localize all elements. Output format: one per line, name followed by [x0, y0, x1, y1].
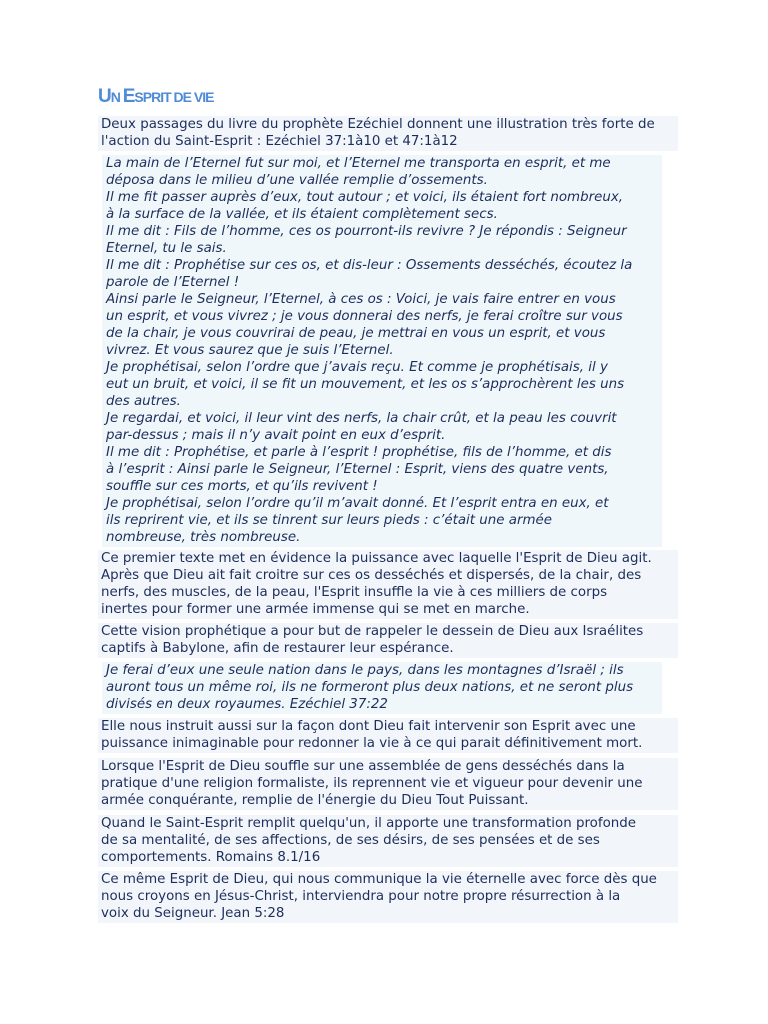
text-line: l'action du Saint-Esprit : Ezéchiel 37:1à10 et 47:1à12 — [101, 134, 458, 149]
quote-line: à la surface de la vallée, et ils étaient complètement secs. — [106, 207, 498, 222]
text-line: captifs à Babylone, afin de restaurer leur espérance. — [101, 641, 454, 656]
text-line: pratique d'une religion formaliste, ils reprennent vie et vigueur pour devenir une — [101, 776, 643, 791]
quote-line: Je regardai, et voici, il leur vint des nerfs, la chair crût, et la peau les couvrit — [106, 411, 617, 426]
quote-line: par-dessus ; mais il n’y avait point en eux d’esprit. — [106, 428, 446, 443]
quote-line: Je prophétisai, selon l’ordre qu’il m’avait donné. Et l’esprit entra en eux, et — [106, 496, 609, 511]
quote-line: souffle sur ces morts, et qu’ils revivent ! — [106, 479, 378, 494]
quote-line: parole de l’Eternel ! — [106, 275, 240, 290]
title-initial-u: U — [98, 86, 111, 107]
paragraph-vision — [98, 623, 678, 658]
text-line: inertes pour former une armée immense qui se met en marche. — [101, 602, 530, 617]
quote-line: eut un bruit, et voici, il se fit un mouvement, et les os s’approchèrent les uns — [106, 377, 625, 392]
text-line: Elle nous instruit aussi sur la façon dont Dieu fait intervenir son Esprit avec une — [101, 719, 636, 734]
quote-line: Il me dit : Fils de l’homme, ces os pourront-ils revivre ? Je répondis : Seigneur — [106, 224, 627, 239]
quote-line: Ainsi parle le Seigneur, l’Eternel, à ces os : Voici, je vais faire entrer en vous — [106, 292, 616, 307]
quote-line: Il me dit : Prophétise sur ces os, et dis-leur : Ossements desséchés, écoutez la — [106, 258, 633, 273]
text-line: Deux passages du livre du prophète Ezéchiel donnent une illustration très forte de — [101, 117, 655, 132]
text-line: de sa mentalité, de ses affections, de ses désirs, de ses pensées et de ses — [101, 833, 600, 848]
quote-line: Je ferai d’eux une seule nation dans le pays, dans les montagnes d’Israël ; ils — [106, 663, 624, 678]
text-line: nous croyons en Jésus-Christ, interviendra pour notre propre résurrection à la — [101, 889, 621, 904]
text-line: Lorsque l'Esprit de Dieu souffle sur une assemblée de gens desséchés dans la — [101, 759, 625, 774]
paragraph-assembly — [98, 758, 678, 810]
text-line: voix du Seigneur. Jean 5:28 — [101, 906, 285, 921]
text-line: puissance inimaginable pour redonner la vie à ce qui parait définitivement mort. — [101, 736, 643, 751]
scripture-quote-ezekiel-37-22 — [102, 662, 662, 714]
quote-line: un esprit, et vous vivrez ; je vous donnerai des nerfs, je ferai croître sur vous — [106, 309, 623, 324]
paragraph-resurrection — [98, 871, 678, 923]
quote-line: divisés en deux royaumes. Ezéchiel 37:22 — [106, 697, 388, 712]
quote-line: auront tous un même roi, ils ne formeront plus deux nations, et ne seront plus — [106, 680, 634, 695]
quote-line: ils reprirent vie, et ils se tinrent sur leurs pieds : c’était une armée — [106, 513, 552, 528]
text-line: nerfs, des muscles, de la peau, l'Esprit insuffle la vie à ces milliers de corps — [101, 585, 608, 600]
quote-line: vivrez. Et vous saurez que je suis l’Eternel. — [106, 343, 394, 358]
quote-line: nombreuse, très nombreuse. — [106, 530, 301, 545]
text-line: Ce premier texte met en évidence la puissance avec laquelle l'Esprit de Dieu agit. — [101, 551, 652, 566]
text-line: Ce même Esprit de Dieu, qui nous communique la vie éternelle avec force dès que — [101, 872, 657, 887]
text-line: Quand le Saint-Esprit remplit quelqu'un, il apporte une transformation profonde — [101, 816, 637, 831]
paragraph-instruction — [98, 718, 678, 753]
quote-line: La main de l’Eternel fut sur moi, et l’Eternel me transporta en esprit, et me — [106, 156, 611, 171]
scripture-quote-ezekiel-37 — [102, 155, 662, 547]
quote-line: Il me dit : Prophétise, et parle à l’esprit ! prophétise, fils de l’homme, et dis — [106, 445, 612, 460]
title-part-2: SPRIT DE VIE — [134, 89, 214, 105]
quote-line: des autres. — [106, 394, 181, 409]
text-line: Cette vision prophétique a pour but de rappeler le dessein de Dieu aux Israélites — [101, 624, 644, 639]
quote-line: déposa dans le milieu d’une vallée remplie d’ossements. — [106, 173, 488, 188]
quote-line: à l’esprit : Ainsi parle le Seigneur, l’Eternel : Esprit, viens des quatre vents, — [106, 462, 609, 477]
text-line: Après que Dieu ait fait croitre sur ces os desséchés et dispersés, de la chair, des — [101, 568, 642, 583]
quote-line: de la chair, je vous couvrirai de peau, je mettrai en vous un esprit, et vous — [106, 326, 606, 341]
quote-line: Je prophétisai, selon l’ordre que j’avais reçu. Et comme je prophétisais, il y — [106, 360, 608, 375]
page-title — [98, 86, 213, 108]
paragraph-first-text — [98, 550, 678, 619]
quote-line: Eternel, tu le sais. — [106, 241, 227, 256]
paragraph-transformation — [98, 815, 678, 867]
text-line: comportements. Romains 8.1/16 — [101, 850, 321, 865]
text-line: armée conquérante, remplie de l'énergie du Dieu Tout Puissant. — [101, 793, 529, 808]
quote-line: Il me fit passer auprès d’eux, tout autour ; et voici, ils étaient fort nombreux, — [106, 190, 624, 205]
intro-paragraph — [98, 116, 678, 151]
title-part-1: N — [110, 89, 123, 105]
title-initial-e: E — [122, 86, 135, 107]
